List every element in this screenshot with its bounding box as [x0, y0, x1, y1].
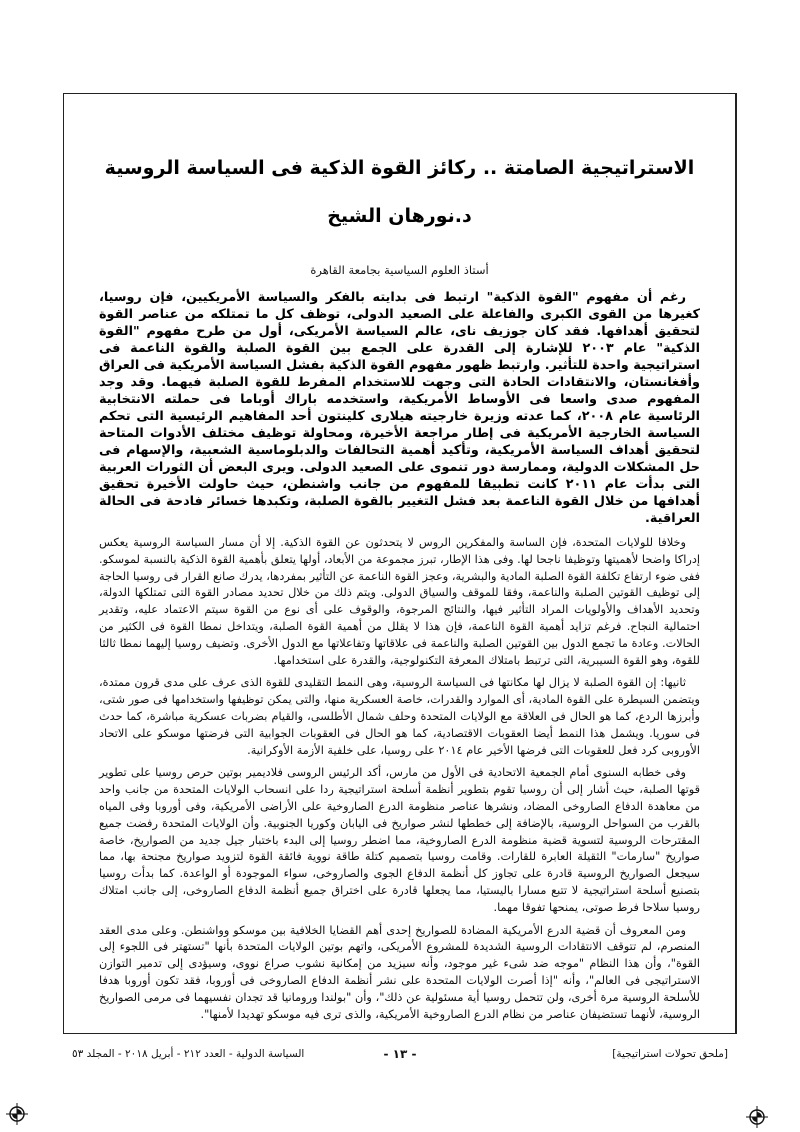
article-paragraph: وفى خطابه السنوى أمام الجمعية الاتحادية فى الأول من مارس، أكد الرئيس الروسى فلاديمير بوتين حرص روسيا على تطوير قوتها الصلبة، حيث أشار إلى أن روسيا تقوم بتطوير أنظمة أسلحة استراتيجية ردا على انسحاب الولايات المتحدة من جانب واحد من معاهدة الدفاع الصاروخى المضاد، ونشرها عناصر منظومة الدرع الصاروخية على الأراضى الأمريكية، وفى أوروبا وفى المياه بالقرب من السواحل الروسية، بالإضافة إلى خططها لنشر صواريخ فى اليابان وكوريا الجنوبية. وأن الولايات المتحدة رفضت جميع المقترحات الروسية لتسوية قضية منظومة الدرع الصاروخية، مما اضطر روسيا إلى البدء باختبار جيل جديد من الصواريخ، خاصة صواريخ "سارمات" الثقيلة العابرة للقارات. وقامت روسيا بتصميم كتلة طاقة نووية فائقة القوة لتزويد صواريخ مجنحة بها، مما سيجعل الصواريخ الروسية قادرة على تجاوز كل أنظمة الدفاع الجوى والصاروخى، سواء الموجودة أو الواعدة. كما بدأت روسيا بتصنيع أسلحة استراتيجية لا تتبع مسارا باليستيا، مما يجعلها قادرة على اختراق جميع أنظمة الدفاع الصاروخى، إلى جانب امتلاك روسيا سلاحا فرط صوتى، يمنحها تفوقا مهما.	[99, 766, 700, 914]
registration-mark-icon	[6, 1103, 28, 1125]
author-affiliation: أستاذ العلوم السياسية بجامعة القاهرة	[310, 263, 489, 277]
article-frame	[63, 93, 737, 1034]
article-paragraph: ثانيها: إن القوة الصلبة لا يزال لها مكانتها فى السياسة الروسية، وهى النمط التقليدى للقوة الذى عرف على مدى قرون ممتدة، ويتضمن السيطرة على القوة المادية، أى الموارد والقدرات، خاصة العسكرية منها، والتى يمكن توظيفها واستخدامها فى صور شتى، وأبرزها الردع، كما هو الحال فى العلاقة مع الولايات المتحدة وحلف شمال الأطلسى، والقيام بضربات عسكرية مباشرة، كما حدث فى سوريا. ويشمل هذا النمط أيضا العقوبات الاقتصادية، كما هو الحال فى العقوبات الجوابية التى فرضتها موسكو على الاتحاد الأوروبى كرد فعل للعقوبات التى فرضها الأخير عام ٢٠١٤ على روسيا، على خلفية الأزمة الأوكرانية.	[99, 676, 700, 757]
footer-supplement-label: [ملحق تحولات استراتيجية]	[612, 1048, 728, 1060]
article-paragraph: ومن المعروف أن قضية الدرع الأمريكية المضادة للصواريخ إحدى أهم القضايا الخلافية بين موسكو وواشنطن. وعلى مدى العقد المنصرم، لم تتوقف الانتقادات الروسية الشديدة للمشروع الأمريكى، واتهم بوتين الولايات المتحدة بأنها "تستهتر فى اللجوء إلى القوة"، وأن هذا النظام "موجه ضد شىء غير موجود، وأنه سيزيد من إمكانية نشوب صراع نووى، وسيؤدى إلى تدمير التوازن الاستراتيجى فى العالم"، وأنه "إذا أصرت الولايات المتحدة على نشر أنظمة الدفاع الصاروخى فى أوروبا، فقد تكون أوروبا هدفا للأسلحة الروسية مرة أخرى، ولن تتحمل روسيا أية مسئولية عن ذلك"، وأن "بولندا ورومانيا قد تجدان نفسيهما فى مرمى الصواريخ الروسية، لأنهما تستضيفان عناصر من نظام الدرع الصاروخية الأمريكية، والذى ترى فيه موسكو تهديدا لأمنها".	[99, 923, 700, 1021]
page-number: - ١٣ -	[383, 1047, 417, 1061]
article-paragraph: وخلافا للولايات المتحدة، فإن الساسة والمفكرين الروس لا يتحدثون عن القوة الذكية. إلا أن مسار السياسة الروسية يعكس إدراكا واضحا لأهميتها وتوظيفا ناجحا لها. وفى هذا الإطار، تبرز مجموعة من الأبعاد، أولها يتعلق بأهمية القوة الذكية بالنسبة لموسكو. ففى ضوء ارتفاع تكلفة القوة الصلبة المادية والبشرية، وعجز القوة الناعمة عن التأثير بمفردها، يدرك صانع القرار فى روسيا الحاجة إلى توظيف القوتين الصلبة والناعمة، وفقا للموقف والسياق الدولى. ويتم ذلك من خلال تحديد مصادر القوة التى تمتلكها الدولة، وتحديد الأهداف والأولويات المراد التأثير فيها، والنتائج المرجوة، والوقوف على أى نوع من القوة سيتم الاعتماد عليه، وتقدير احتمالية النجاح. فرغم تزايد أهمية القوة الناعمة، فإن هذا لا يقلل من أهمية القوة الصلبة، ويتداخل نمطا القوة فى الكثير من الحالات. وعادة ما تجمع الدول بين القوتين الصلبة والناعمة فى علاقاتها وتفاعلاتها مع الدول الأخرى. وتضيف روسيا إليهما نمطا ثالثا للقوة، وهو القوة السيبرية، التى ترتبط بامتلاك المعرفة التكنولوجية، والقدرة على استخدامها.	[99, 536, 700, 667]
registration-mark-icon	[746, 1106, 768, 1128]
footer-issue-info: السياسة الدولية - العدد ٢١٢ - أبريل ٢٠١٨ - المجلد ٥٣	[72, 1048, 305, 1060]
article-intro: رغم أن مفهوم "القوة الذكية" ارتبط فى بدايته بالفكر والسياسة الأمريكيين، فإن روسيا، كغيرها من القوى الكبرى والفاعلة على الصعيد الدولى، توظف كل ما تمتلكه من عناصر القوة لتحقيق أهدافها. فقد كان جوزيف ناى، عالم السياسة الأمريكى، أول من طرح مفهوم "القوة الذكية" عام ٢٠٠٣ للإشارة إلى القدرة على الجمع بين القوة الصلبة والقوة الناعمة فى استراتيجية واحدة للتأثير. وارتبط ظهور مفهوم القوة الذكية بفشل السياسة الأمريكية فى العراق وأفغانستان، والانتقادات الحادة التى وجهت للاستخدام المفرط للقوة الصلبة فيهما. وقد وجد المفهوم صدى واسعا فى الأوساط الأمريكية، واستخدمه باراك أوباما فى حملته الانتخابية الرئاسية عام ٢٠٠٨، كما عدته وزيرة خارجيته هيلارى كلينتون أحد المفاهيم الرئيسية التى تحكم السياسة الخارجية الأمريكية فى إطار مراجعة الأخيرة، ومحاولة توظيف مختلف الأدوات المتاحة لتحقيق أهداف السياسة الأمريكية، وتأكيد أهمية التحالفات والدبلوماسية الشعبية، والإسهام فى حل المشكلات الدولية، وممارسة دور تنموى على الصعيد الدولى. ويرى البعض أن الثورات العربية التى بدأت عام ٢٠١١ كانت تطبيقا للمفهوم من جانب واشنطن، حيث حاولت الأخيرة تحقيق أهدافها من خلال القوة الناعمة بعد فشل التغيير بالقوة الصلبة، وتكبدها خسائر فادحة فى الحالة العراقية.	[99, 290, 701, 526]
author-name: د.نورهان الشيخ	[327, 205, 472, 227]
page-footer	[72, 1046, 728, 1062]
article-title: الاستراتيجية الصامتة .. ركائز القوة الذكية فى السياسة الروسية	[104, 157, 695, 179]
